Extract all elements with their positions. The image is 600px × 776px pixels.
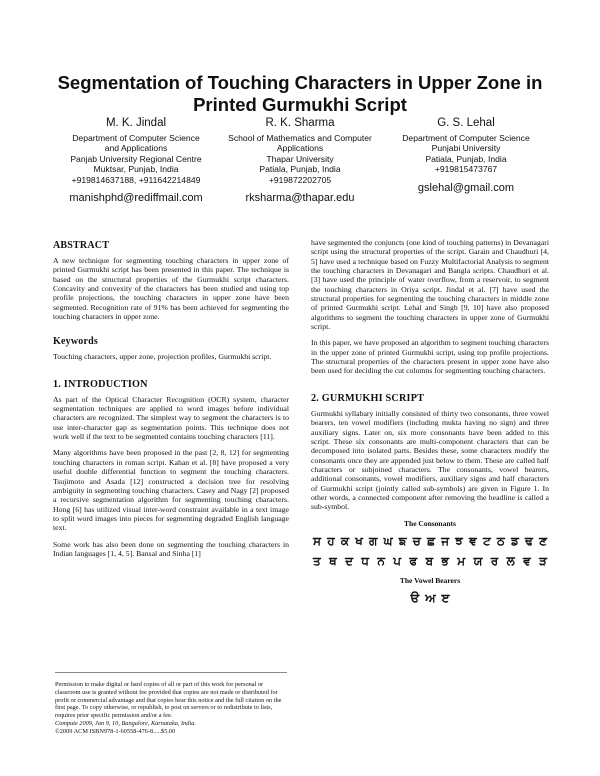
consonant-glyph: ਨ [377, 553, 385, 568]
consonants-title: The Consonants [404, 518, 456, 528]
consonant-glyph: ਝ [455, 533, 463, 548]
author-affiliation-line: Department of Computer Science [402, 133, 530, 143]
consonant-glyph: ਕ [340, 533, 349, 548]
vowel-bearers-row [311, 591, 549, 605]
consonant-glyph: ਖ [355, 533, 363, 548]
abstract-heading: ABSTRACT [53, 240, 110, 251]
gurmukhi-script-paragraph: Gurmukhi syllabary initially consisted of thirty two consonants, three vowel bearers, ten vowel modifiers (including mukta having no sign) and three auxiliary signs. Later on, six more consonants have been added to this script. These six consonants are multi-component characters that can be decomposed into isolated parts. Besides these, some characters modify the consonants once they are appended just below to them. These are called half characters or subjoined characters. The consonants, vowel bearers, additional consonants, vowel modifiers, auxiliary signs and half characters of Gurmukhi script (jointly called sub-symbols) are given in Figure 1. In other words, a connected component after removing the headline is called a sub-symbol. [311, 408, 549, 512]
consonant-glyph: ਭ [441, 553, 449, 568]
keywords-text: Touching characters, upper zone, projection profiles, Gurmukhi script. [53, 352, 272, 362]
right-column [311, 238, 549, 611]
author-block [386, 116, 546, 195]
footnote-divider [55, 672, 287, 673]
author-block [212, 116, 388, 205]
vowel-bearer-glyph: ੳ [410, 591, 420, 606]
author-block [56, 116, 216, 205]
paper-title: Segmentation of Touching Characters in Upper Zone in Printed Gurmukhi Script [57, 72, 543, 115]
consonant-glyph: ਵ [523, 553, 531, 568]
consonant-glyph: ਤ [313, 553, 321, 568]
body-paragraph: In this paper, we have proposed an algorithm to segment touching characters in the upper zone of printed Gurmukhi script, using top profile projections. The structural properties of the characters present in upper zone have also been used for deciding the cut columns for segmenting touching characters. [311, 338, 549, 376]
vowel-bearer-glyph: ਅ [425, 591, 436, 606]
introduction-paragraph: Some work has also been done on segmenting the touching characters in Indian languages [1, 4, 5]. Bansal and Sinha [1] [53, 539, 289, 558]
author-affiliation-line: School of Mathematics and Computer [228, 133, 372, 143]
consonant-glyph: ਜ [441, 533, 450, 548]
author-affiliation-line: and Applications [104, 143, 168, 154]
consonant-glyph: ਘ [383, 533, 393, 548]
consonant-glyph: ਧ [361, 553, 369, 568]
author-affiliation-line: Patiala, Punjab, India [259, 164, 341, 175]
author-phone: +919814637188, +911642214849 [71, 174, 201, 185]
author-name: M. K. Jindal [105, 117, 167, 129]
copyright-footnote [55, 681, 287, 736]
consonant-glyph: ਪ [393, 553, 402, 568]
copyright-line: ©2009 ACM ISBN978-1-60558-476-8.....$5.00 [55, 727, 176, 735]
author-affiliation-line: Panjab University Regional Centre [70, 153, 202, 164]
vowel-bearer-glyph: ੲ [441, 591, 450, 606]
author-email[interactable]: manishphd@rediffmail.com [69, 192, 203, 205]
permission-notice: Permission to make digital or hard copies of all or part of this work for personal or classroom use is granted without fee provided that copies are not made or distributed for profit or commercial advantage and that copies bear this notice and the full citation on the first page. To copy otherwise, or republish, to post on servers or to redistribute to lists, requires prior specific permission and/or a fee. [55, 681, 282, 720]
gurmukhi-script-heading: 2. GURMUKHI SCRIPT [311, 392, 425, 404]
author-affiliation-line: Muktsar, Punjab, India [93, 164, 179, 175]
author-affiliation-line: Applications [276, 143, 324, 154]
author-phone: +919815473767 [434, 164, 498, 175]
consonant-glyph: ਮ [457, 553, 466, 568]
consonant-glyph: ਥ [329, 553, 337, 568]
abstract-text: A new technique for segmenting touching characters in upper zone of printed Gurmukhi script has been presented in this paper. The technique is based on the structural properties of the Gurmukhi script characters. Concavity and convexity of the characters has been studied and using top profile projections, the touching characters in upper zone have been segmented. Recognition rate of 91% has been achieved for segmenting the touching characters in upper zone. [53, 256, 289, 322]
author-affiliation-line: Punjabi University [431, 143, 501, 154]
introduction-paragraph: Many algorithms have been proposed in the past [2, 8, 12] for segmenting touching characters in roman script. Kahan et al. [8] have proposed a very useful double differential function to segment the touching characters. Tsujimoto and Asada [12] constructed a decision tree for resolving ambiguity in segmenting touching characters. Casey and Nagy [2] proposed a recursive segmentation algorithm for segmenting touching characters. Hong [6] has utilized visual inter-word constraint available in a text image to split word images into pieces for segmenting degraded English language text. [53, 448, 289, 533]
author-email[interactable]: rksharma@thapar.edu [245, 192, 355, 205]
consonant-glyph: ਫ [409, 553, 418, 568]
consonant-glyph: ਠ [496, 533, 505, 548]
consonant-glyph: ਗ [369, 533, 378, 548]
author-affiliation-line: Thapar University [266, 153, 334, 164]
author-email[interactable]: gslehal@gmail.com [417, 181, 515, 194]
consonant-glyph: ਲ [506, 553, 515, 568]
consonant-glyph: ਸ [313, 533, 321, 548]
introduction-heading: 1. INTRODUCTION [53, 378, 148, 390]
consonant-glyph: ਬ [425, 553, 434, 568]
consonant-glyph: ਡ [510, 533, 519, 548]
consonant-glyph: ਦ [345, 553, 354, 568]
consonant-glyph: ਛ [427, 533, 435, 548]
consonant-glyph: ੜ [539, 553, 547, 568]
consonant-glyph: ਢ [525, 533, 533, 548]
keywords-heading: Keywords [53, 336, 98, 348]
author-affiliation-line: Patiala, Punjab, India [425, 153, 507, 164]
body-paragraph: have segmented the conjuncts (one kind of touching patterns) in Devanagari script using the structural properties of the script. Garain and Chaudhuri [4, 5] have used a technique based on Fuzzy Multifactorial Analysis to segment the touching characters in Devanagari and Bangla scripts. Chaudhuri et al. [3] have used the principle of water overflow, from a reservoir, to segment the touching characters in Oriya script. Jindal et al. [7] have used the structural properties for segmenting the touching characters in middle zone of printed Gurmukhi script. Lehal and Singh [9, 10] have also proposed algorithms to segment the touching characters in upper zone of Gurmukhi script. [311, 238, 549, 332]
consonant-glyph: ਰ [490, 553, 499, 568]
author-name: R. K. Sharma [265, 117, 335, 129]
author-affiliation-line: Department of Computer Science [72, 133, 200, 143]
author-phone: +919872202705 [268, 174, 332, 185]
author-name: G. S. Lehal [437, 117, 495, 129]
consonant-glyph: ਯ [473, 553, 483, 568]
left-column [53, 238, 289, 565]
consonants-row-1 [311, 534, 549, 548]
consonant-glyph: ਣ [539, 533, 547, 548]
consonant-glyph: ਙ [398, 533, 407, 548]
introduction-paragraph: As part of the Optical Character Recognition (OCR) system, character segmentation techniques are applied to word images before individual characters are recognized. The simplest way to segment the characters is to use inter-character gap as segmentation points. This technique does not work well if the text to be segmented contains touching characters [11]. [53, 394, 289, 442]
consonant-glyph: ਹ [327, 533, 335, 548]
consonant-glyph: ਚ [412, 533, 421, 548]
consonants-row-2 [311, 554, 549, 568]
consonant-glyph: ਟ [482, 533, 491, 548]
vowel-bearers-title: The Vowel Bearers [399, 575, 461, 585]
consonant-glyph: ਞ [469, 533, 477, 548]
venue-line: Compute 2009, Jan 9, 10, Bangalore, Karnataka, India. [55, 719, 196, 727]
